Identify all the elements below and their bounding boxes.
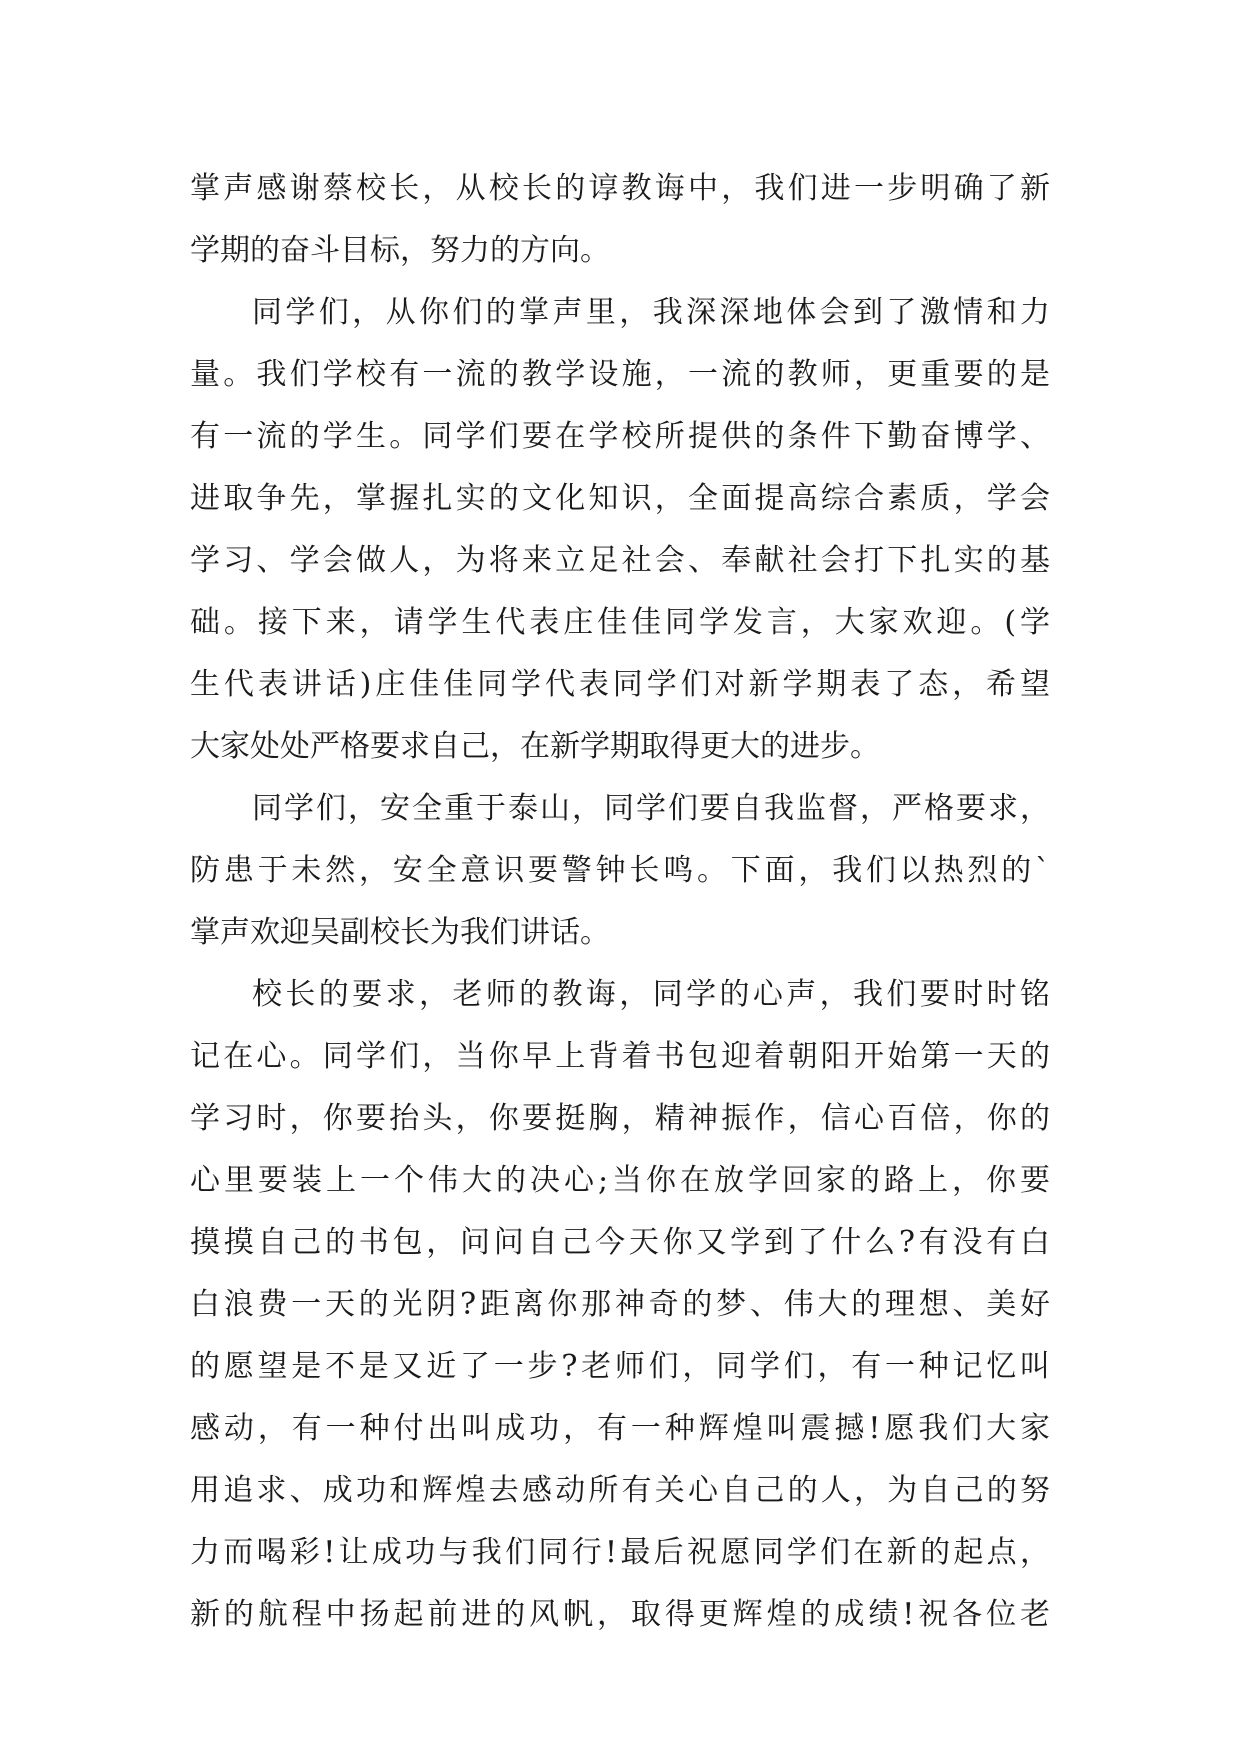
text-line: 记在心。同学们，当你早上背着书包迎着朝阳开始第一天的 — [190, 1039, 1050, 1074]
paragraph-1 — [190, 158, 1050, 282]
text-line: 同学们，安全重于泰山，同学们要自我监督，严格要求， — [252, 791, 1050, 826]
text-line: 生代表讲话)庄佳佳同学代表同学们对新学期表了态，希望 — [190, 667, 1050, 702]
text-line: 力而喝彩!让成功与我们同行!最后祝愿同学们在新的起点， — [190, 1535, 1050, 1570]
text-line: 用追求、成功和辉煌去感动所有关心自己的人，为自己的努 — [190, 1473, 1050, 1508]
text-line: 掌声欢迎吴副校长为我们讲话。 — [190, 915, 610, 950]
text-line: 有一流的学生。同学们要在学校所提供的条件下勤奋博学、 — [190, 419, 1050, 454]
text-line: 础。接下来，请学生代表庄佳佳同学发言，大家欢迎。(学 — [190, 605, 1050, 640]
text-line: 量。我们学校有一流的教学设施，一流的教师，更重要的是 — [190, 357, 1050, 392]
paragraph-2 — [190, 282, 1050, 778]
text-line: 学习时，你要抬头，你要挺胸，精神振作，信心百倍，你的 — [190, 1101, 1050, 1136]
text-line: 新的航程中扬起前进的风帆，取得更辉煌的成绩!祝各位老 — [190, 1597, 1050, 1632]
text-line: 心里要装上一个伟大的决心;当你在放学回家的路上，你要 — [190, 1163, 1050, 1198]
text-line: 摸摸自己的书包，问问自己今天你又学到了什么?有没有白 — [190, 1225, 1050, 1260]
text-line: 白浪费一天的光阴?距离你那神奇的梦、伟大的理想、美好 — [190, 1287, 1050, 1322]
paragraph-3 — [190, 778, 1050, 964]
text-line: 学期的奋斗目标，努力的方向。 — [190, 233, 610, 268]
text-line: 进取争先，掌握扎实的文化知识，全面提高综合素质，学会 — [190, 481, 1050, 516]
text-line: 校长的要求，老师的教诲，同学的心声，我们要时时铭 — [252, 977, 1050, 1012]
text-line: 大家处处严格要求自己，在新学期取得更大的进步。 — [190, 729, 880, 764]
text-line: 感动，有一种付出叫成功，有一种辉煌叫震撼!愿我们大家 — [190, 1411, 1050, 1446]
text-line: 学习、学会做人，为将来立足社会、奉献社会打下扎实的基 — [190, 543, 1050, 578]
text-line: 同学们，从你们的掌声里，我深深地体会到了激情和力 — [252, 295, 1050, 330]
text-line: 防患于未然，安全意识要警钟长鸣。下面，我们以热烈的` — [190, 853, 1050, 888]
text-line: 掌声感谢蔡校长，从校长的谆教诲中，我们进一步明确了新 — [190, 171, 1050, 206]
text-line: 的愿望是不是又近了一步?老师们，同学们，有一种记忆叫 — [190, 1349, 1050, 1384]
paragraph-4 — [190, 964, 1050, 1646]
document-body — [190, 158, 1050, 1646]
